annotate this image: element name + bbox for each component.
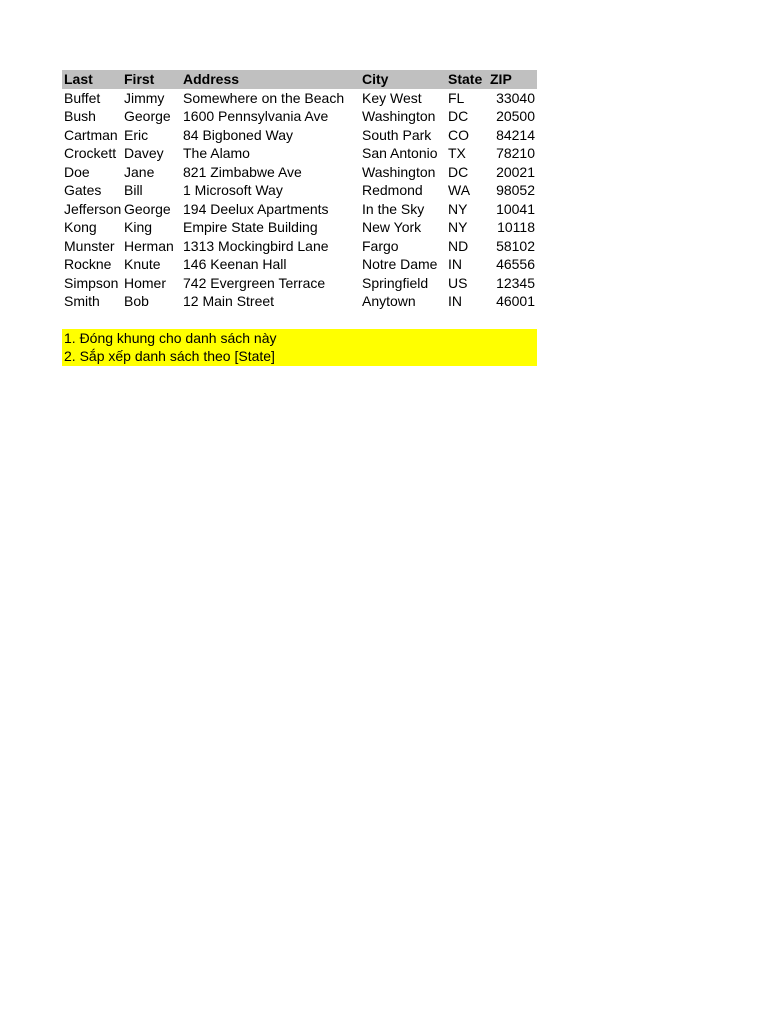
cell-last[interactable]: Crockett (64, 145, 117, 161)
table-header-row (62, 70, 537, 89)
table-row (62, 218, 537, 237)
cell-address[interactable]: 1600 Pennsylvania Ave (183, 108, 329, 124)
cell-address[interactable]: 194 Deelux Apartments (183, 200, 329, 217)
cell-zip[interactable]: 98052 (496, 182, 535, 198)
cell-city[interactable]: South Park (362, 126, 432, 143)
cell-first[interactable]: George (124, 108, 171, 124)
cell-state[interactable]: ND (448, 237, 469, 254)
cell-zip[interactable]: 10041 (496, 200, 535, 217)
header-city[interactable]: City (362, 71, 389, 87)
cell-first[interactable]: Davey (124, 145, 164, 161)
table-body (62, 89, 537, 311)
cell-state[interactable]: FL (448, 89, 465, 106)
cell-zip[interactable]: 84214 (496, 126, 535, 143)
cell-city[interactable]: New York (362, 219, 422, 235)
header-address[interactable]: Address (183, 71, 240, 87)
cell-last[interactable]: Kong (64, 219, 97, 235)
header-zip[interactable]: ZIP (490, 71, 512, 87)
table-row (62, 200, 537, 219)
cell-address[interactable]: 742 Evergreen Terrace (183, 274, 326, 291)
cell-state[interactable]: IN (448, 256, 462, 272)
cell-last[interactable]: Munster (64, 237, 115, 254)
cell-zip[interactable]: 20500 (496, 108, 535, 124)
cell-address[interactable]: The Alamo (183, 145, 250, 161)
cell-first[interactable]: Eric (124, 126, 149, 143)
table-row (62, 163, 537, 182)
cell-zip[interactable]: 46556 (496, 256, 535, 272)
cell-first[interactable]: King (124, 219, 153, 235)
cell-first[interactable]: George (124, 200, 171, 217)
cell-state[interactable]: TX (448, 145, 466, 161)
cell-zip[interactable]: 33040 (496, 89, 535, 106)
cell-first[interactable]: Herman (124, 237, 174, 254)
cell-first[interactable]: Knute (124, 256, 161, 272)
cell-last[interactable]: Doe (64, 163, 90, 180)
cell-first[interactable]: Jimmy (124, 89, 165, 106)
blank-row (62, 311, 537, 329)
cell-first[interactable]: Jane (124, 163, 155, 180)
cell-city[interactable]: Washington (362, 163, 436, 180)
cell-address[interactable]: 84 Bigboned Way (183, 126, 293, 143)
cell-last[interactable]: Smith (64, 293, 100, 309)
cell-city[interactable]: Redmond (362, 182, 423, 198)
cell-state[interactable]: DC (448, 163, 469, 180)
cell-city[interactable]: In the Sky (362, 200, 425, 217)
cell-last[interactable]: Rockne (64, 256, 112, 272)
cell-state[interactable]: NY (448, 200, 468, 217)
table-row (62, 144, 537, 163)
cell-city[interactable]: Key West (362, 89, 422, 106)
cell-address[interactable]: Empire State Building (183, 219, 318, 235)
cell-state[interactable]: IN (448, 293, 462, 309)
table-row (62, 255, 537, 274)
cell-state[interactable]: WA (448, 182, 471, 198)
header-last[interactable]: Last (64, 71, 93, 87)
cell-zip[interactable]: 20021 (496, 163, 535, 180)
table-row (62, 126, 537, 145)
cell-address[interactable]: 12 Main Street (183, 293, 275, 309)
cell-address[interactable]: Somewhere on the Beach (183, 89, 345, 106)
note-line-1[interactable]: 1. Đóng khung cho danh sách này (62, 329, 537, 348)
cell-first[interactable]: Bill (124, 182, 143, 198)
cell-city[interactable]: Notre Dame (362, 256, 438, 272)
table-row (62, 89, 537, 108)
cell-address[interactable]: 146 Keenan Hall (183, 256, 287, 272)
cell-last[interactable]: Buffet (64, 89, 101, 106)
cell-state[interactable]: NY (448, 219, 468, 235)
cell-state[interactable]: US (448, 274, 468, 291)
cell-address[interactable]: 1313 Mockingbird Lane (183, 237, 329, 254)
cell-state[interactable]: CO (448, 126, 469, 143)
cell-city[interactable]: Fargo (362, 237, 399, 254)
note-line-2[interactable]: 2. Sắp xếp danh sách theo [State] (62, 347, 537, 366)
cell-zip[interactable]: 10118 (497, 219, 535, 235)
cell-city[interactable]: Springfield (362, 274, 429, 291)
cell-zip[interactable]: 78210 (496, 145, 535, 161)
table-row (62, 292, 537, 311)
table-row (62, 107, 537, 126)
cell-last[interactable]: Bush (64, 108, 96, 124)
spreadsheet (62, 70, 537, 366)
cell-last[interactable]: Cartman (64, 126, 118, 143)
table-row (62, 181, 537, 200)
header-first[interactable]: First (124, 71, 155, 87)
cell-first[interactable]: Homer (124, 274, 167, 291)
cell-city[interactable]: San Antonio (362, 145, 438, 161)
cell-zip[interactable]: 58102 (496, 237, 535, 254)
header-state[interactable]: State (448, 71, 483, 87)
cell-city[interactable]: Washington (362, 108, 436, 124)
cell-address[interactable]: 1 Microsoft Way (183, 182, 283, 198)
cell-address[interactable]: 821 Zimbabwe Ave (183, 163, 302, 180)
cell-last[interactable]: Gates (64, 182, 102, 198)
cell-last[interactable]: Simpson (64, 274, 119, 291)
cell-zip[interactable]: 46001 (496, 293, 535, 309)
cell-zip[interactable]: 12345 (496, 274, 535, 291)
table-row (62, 237, 537, 256)
cell-last[interactable]: Jefferson (64, 200, 122, 217)
cell-city[interactable]: Anytown (362, 293, 416, 309)
cell-state[interactable]: DC (448, 108, 469, 124)
table-row (62, 274, 537, 293)
cell-first[interactable]: Bob (124, 293, 149, 309)
